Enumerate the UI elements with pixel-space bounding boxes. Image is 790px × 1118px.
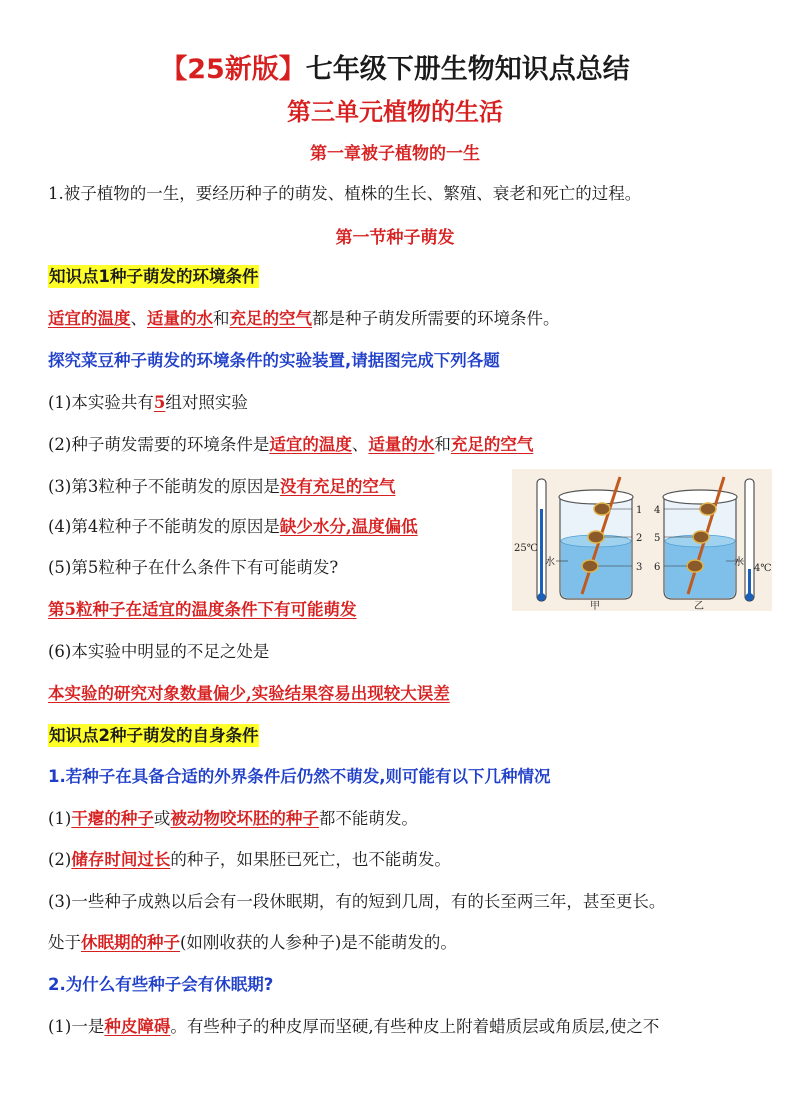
unit-title: 第三单元植物的生活	[287, 98, 503, 126]
question-3	[48, 475, 395, 499]
left-temperature-label: 25℃	[514, 543, 538, 554]
title-text: 七年级下册生物知识点总结	[305, 54, 630, 85]
kp2-heading-line	[48, 724, 259, 748]
seed-label-3: 3	[636, 562, 643, 573]
chapter-title: 第一章被子植物的一生	[310, 144, 480, 164]
seed-label-1: 1	[636, 505, 643, 516]
answer-2a: 适宜的温度	[269, 435, 352, 454]
answer-1: 5	[153, 393, 166, 412]
answer-dormant-seed: 休眠期的种子	[81, 933, 180, 952]
experiment-title: 探究菜豆种子萌发的环境条件的实验装置,请据图完成下列各题	[48, 351, 500, 370]
kp2-point-2: 2.为什么有些种子会有休眠期?	[48, 975, 274, 994]
answer-long-storage: 储存时间过长	[71, 850, 171, 869]
caption-yi: 乙	[694, 601, 704, 611]
left-thermometer	[537, 479, 546, 601]
case-3-continued	[48, 931, 457, 955]
question-4	[48, 515, 418, 539]
answer-4: 缺少水分,温度偏低	[279, 517, 418, 536]
case-text: 都不能萌发。	[318, 809, 418, 828]
question-text: 组对照实验	[165, 393, 248, 412]
caption-jia: 甲	[590, 601, 600, 611]
reason-1	[48, 1015, 659, 1039]
case-number: (1)	[48, 809, 72, 828]
conditions-tail: 都是种子萌发所需要的环境条件。	[312, 309, 560, 328]
section-title: 第一节种子萌发	[335, 228, 455, 248]
answer-2b: 适量的水	[368, 435, 435, 454]
right-temperature-label: 4℃	[754, 563, 772, 574]
water-label-right: 水	[734, 557, 744, 568]
answer-seed-coat-barrier: 种皮障碍	[104, 1017, 171, 1036]
experiment-figure	[512, 469, 772, 611]
kp2-point-1: 1.若种子在具备合适的外界条件后仍然不萌发,则可能有以下几种情况	[48, 767, 551, 786]
intro-paragraph: 1.被子植物的一生，要经历种子的萌发、植株的生长、繁殖、衰老和死亡的过程。	[48, 184, 642, 203]
question-text: (2)种子萌发需要的环境条件是	[48, 435, 270, 454]
document-title	[0, 52, 790, 88]
condition-water: 适量的水	[147, 309, 213, 328]
seed-label-4: 4	[654, 505, 661, 516]
question-5: (5)第5粒种子在什么条件下有可能萌发?	[48, 558, 339, 577]
beaker-jia	[556, 477, 633, 599]
separator: 、	[130, 309, 147, 328]
reason-text: (1)一是	[48, 1017, 105, 1036]
condition-air: 充足的空气	[229, 309, 312, 328]
case-2	[48, 848, 451, 872]
case-text: 的种子，如果胚已死亡，也不能萌发。	[170, 850, 451, 869]
seed-label-2: 2	[636, 533, 643, 544]
answer-6: 本实验的研究对象数量偏少,实验结果容易出现较大误差	[48, 684, 450, 703]
answer-3: 没有充足的空气	[279, 477, 396, 496]
case-text: (如刚收获的人参种子)是不能萌发的。	[180, 933, 457, 952]
question-text: (4)第4粒种子不能萌发的原因是	[48, 517, 280, 536]
separator: 和	[213, 309, 230, 328]
question-1	[48, 391, 248, 415]
title-edition-tag: 【25新版】	[160, 54, 306, 85]
kp1-heading: 知识点1种子萌发的环境条件	[49, 267, 259, 286]
case-3: (3)一些种子成熟以后会有一段休眠期，有的短到几周，有的长至两三年，甚至更长。	[48, 892, 666, 911]
separator: 、	[351, 435, 369, 454]
reason-text: 。有些种子的种皮厚而坚硬,有些种皮上附着蜡质层或角质层,使之不	[170, 1017, 660, 1036]
right-thermometer	[745, 479, 754, 601]
kp2-heading: 知识点2种子萌发的自身条件	[49, 726, 259, 745]
beaker-yi	[663, 477, 744, 599]
separator: 和	[434, 435, 451, 454]
answer-5: 第5粒种子在适宜的温度条件下有可能萌发	[48, 600, 357, 619]
answer-damaged-embryo: 被动物咬坏胚的种子	[170, 809, 319, 828]
question-6: (6)本实验中明显的不足之处是	[48, 642, 270, 661]
question-2	[48, 433, 533, 457]
answer-2c: 充足的空气	[450, 435, 534, 454]
question-text: (3)第3粒种子不能萌发的原因是	[48, 477, 280, 496]
seed-label-6: 6	[654, 562, 661, 573]
answer-shriveled-seed: 干瘪的种子	[71, 809, 154, 828]
water-label-left: 水	[545, 557, 555, 568]
question-text: (1)本实验共有	[48, 393, 154, 412]
kp1-heading-line	[48, 265, 259, 289]
condition-temperature: 适宜的温度	[48, 309, 131, 328]
kp1-conditions	[48, 307, 560, 331]
case-1	[48, 807, 418, 831]
case-text: 处于	[48, 933, 81, 952]
seed-label-5: 5	[654, 533, 661, 544]
case-text: 或	[153, 809, 171, 828]
case-number: (2)	[48, 850, 72, 869]
